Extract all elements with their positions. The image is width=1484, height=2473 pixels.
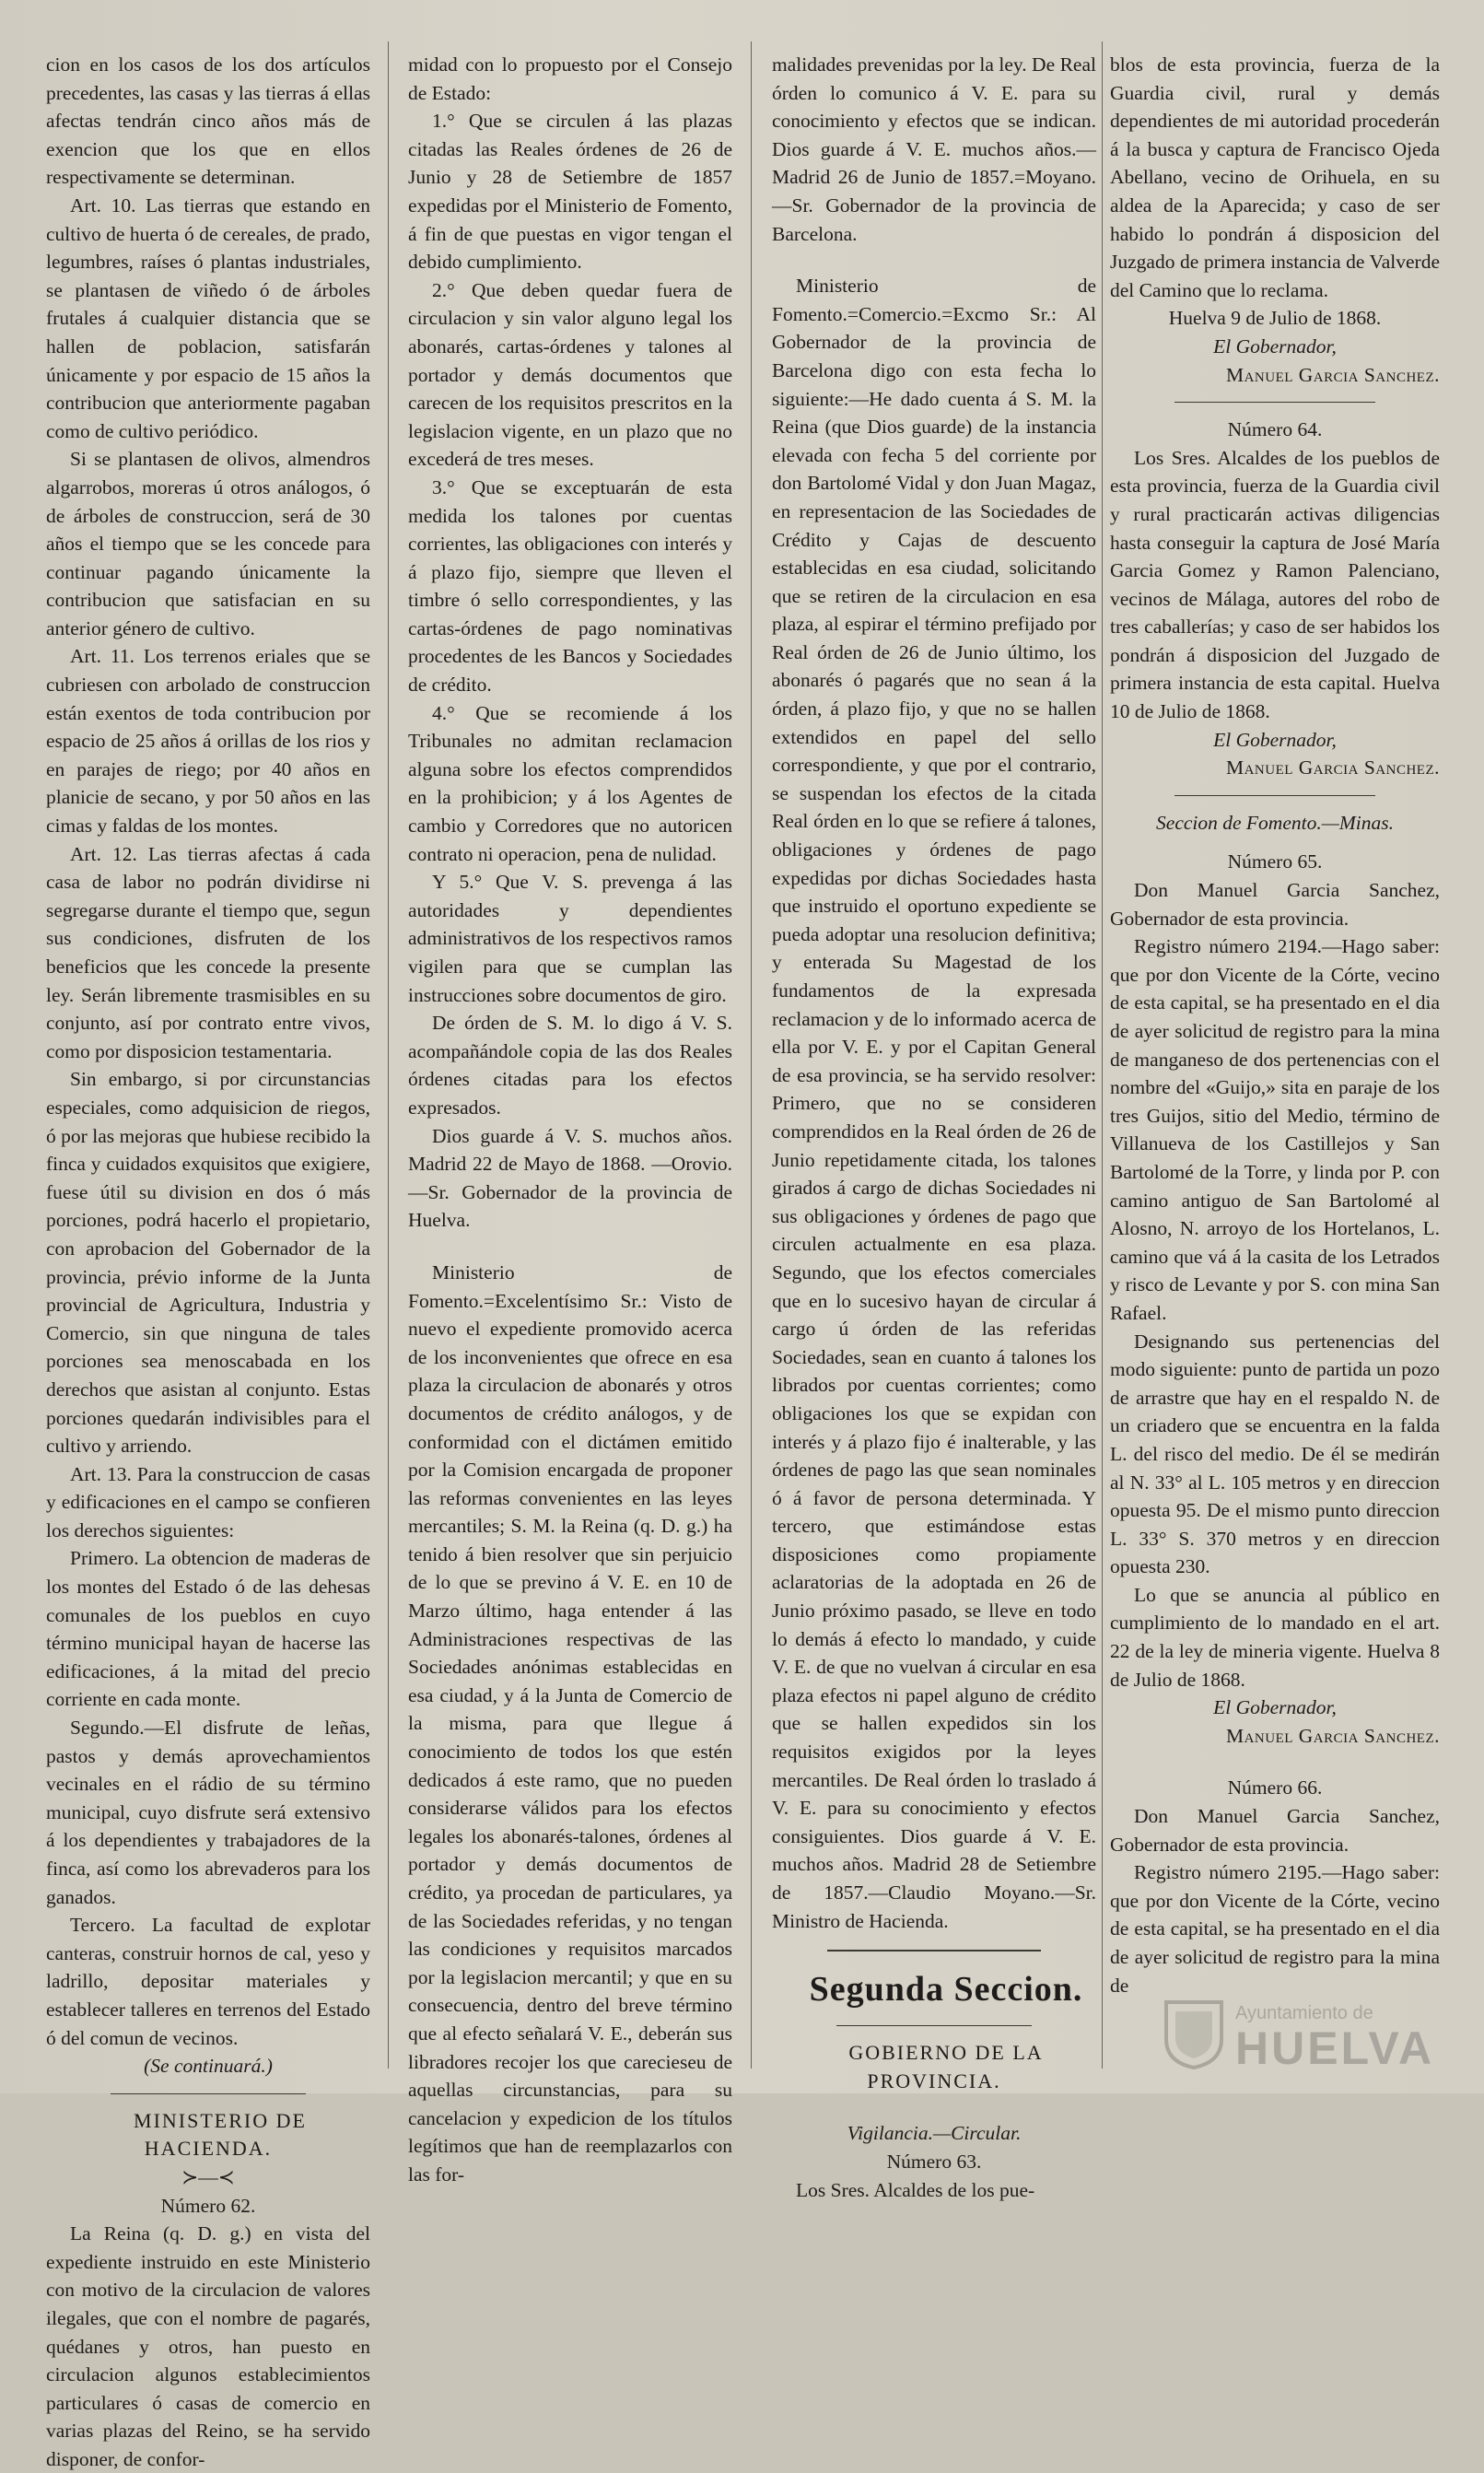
watermark-logo	[1162, 1992, 1435, 2075]
signature-title: El Gobernador,	[1213, 334, 1337, 357]
paragraph: Registro número 2194.—Hago saber: que por don Vicente de la Córte, vecino de esta capital, se ha presentado en el dia de ayer solicitud de registro para la mina de manganeso de dos pertenencias con el nombre del «Guijo,» sita en paraje de los tres Guijos, sitio del Medio, término de Villanueva de los Castillejos y San Bartolomé de la Torre, y linda por P. con camino antiguo de San Bartolomé al Alosno, N. arroyo de los Hortelanos, L. camino que vá á la casita de los Letrados y risco de Levante y por S. con mina San Rafael.	[1110, 935, 1440, 1324]
paragraph: Don Manuel Garcia Sanchez, Gobernador de esta provincia.	[1110, 879, 1440, 930]
paragraph: Ministerio de Fomento.=Comercio.=Excmo Sr.: Al Gobernador de la provincia de Barcelona digo con esta fecha lo siguiente:—He dado cuenta á S. M. la Reina (que Dios guarde) de la instancia elevada con fecha 5 del corriente por don Bartolomé Vidal y don Juan Magaz, en representacion de las Sociedades de Crédito y Cajas de descuento establecidas en esa ciudad, solicitando que se retiren de la circulacion en esa plaza, al espirar el término prefijado por Real órden de 26 de Junio último, los abonarés ó pagarés que no sean á la órden, á plazo fijo, y que no se hallen extendidos en papel del sello correspondiente, y que por el contrario, se suspendan los efectos de la citada Real órden en lo que se refiere á talones, obligaciones y órdenes de pago expedidas por dichas Sociedades hasta que instruido el oportuno expediente se pueda adoptar una resolucion definitiva; y enterada Su Magestad de los fundamentos de la expresada reclamacion y de lo informado acerca de ella por V. E. y por el Capitan General de esa provincia, se ha servido resolver: Primero, que no se consideren comprendidos en la Real órden de 26 de Junio repetidamente citada, los talones girados á cargo de dichas Sociedades ni sus obligaciones y órdenes de pago que circulen actualmente en esa plaza. Segundo, que los efectos comerciales que en lo sucesivo hayan de circular á cargo ú órden de las referidas Sociedades, sean en cuanto á talones los librados por cuentas corrientes; como obligaciones los que se expidan con interés y á plazo fijo é inalterable, y las órdenes de pago las que sean nominales ó á favor de persona determinada. Y tercero, que estimándose estas disposiciones como propiamente aclaratorias de la adoptada en 26 de Junio próximo pasado, se lleve en todo lo demás á efecto lo mandado, y cuide V. E. de que no vuelvan á circular en esa plaza efectos ni papel alguno de crédito que se hallen expedidos sin los requisitos exigidos por la leyes mercantiles. De Real órden lo traslado á V. E. para su conocimiento y efectos consiguientes. Dios guarde á V. E. muchos años. Madrid 28 de Setiembre de 1857.—Claudio Moyano.—Sr. Ministro de Hacienda.	[772, 275, 1096, 1932]
paragraph: Primero. La obtencion de maderas de los montes del Estado ó de las dehesas comunales de los pueblos en cuyo término municipal hayan de hacerse las edificaciones, á la mitad del precio corriente en cada monte.	[46, 1547, 370, 1711]
paragraph: 2.° Que deben quedar fuera de circulacion y sin valor alguno legal los abonarés, cartas-órdenes y talones al portador y demás documentos que carecen de los requisitos prescritos en la legislacion vigente, en un plazo que no excederá de tres meses.	[408, 278, 732, 471]
notice-number: Número 66.	[1227, 1776, 1323, 1799]
paragraph: blos de esta provincia, fuerza de la Guardia civil, rural y demás dependientes de mi autoridad procederán á la busca y captura de Francisco Ojeda Abellano, vecino de Orihuela, en su aldea de la Aparecida; y caso de ser habido lo pondrán á disposicion del Juzgado de primera instancia de Valverde del Camino que lo reclama.	[1110, 53, 1440, 301]
spacer	[772, 248, 1096, 272]
notice-number: Número 65.	[1227, 850, 1323, 873]
continuation-note: (Se continuará.)	[144, 2055, 273, 2078]
divider	[111, 2093, 306, 2094]
column-rule	[751, 41, 752, 2069]
column-2	[408, 51, 732, 2186]
paragraph: La Reina (q. D. g.) en vista del expediente instruido en este Ministerio con motivo de la circulacion de valores ilegales, que con el nombre de pagarés, quédanes y otros, han puesto en circulacion algunos establecimientos particulares ó casas de comercio en varias plazas del Reino, se ha servido disponer, de confor-	[46, 2222, 370, 2470]
paragraph: cion en los casos de los dos artículos precedentes, las casas y las tierras á ellas afectas tendrán cinco años más de exencion que los que en ellos respectivamente se determinan.	[46, 53, 370, 189]
article-12: Art. 12. Las tierras afectas á cada casa de labor no podrán dividirse ni segregarse durante el tiempo que, segun sus condiciones, disfruten de los beneficios que les concede la presente ley. Serán libremente trasmisibles en su conjunto, así por contrato entre vivos, como por disposicion testamentaria.	[46, 842, 370, 1062]
watermark-title: HUELVA	[1235, 2022, 1435, 2074]
spacer	[408, 1235, 732, 1259]
crest-icon	[1162, 1998, 1226, 2069]
column-1	[46, 51, 370, 2470]
divider	[827, 1950, 1041, 1951]
article-11: Art. 11. Los terrenos eriales que se cubriesen con arbolado de construccion están exentos de toda contribucion por espacio de 25 años á orillas de los rios y en parajes de riego; por 40 años en planicie de secano, y por 50 años en las cimas y faldas de los montes.	[46, 645, 370, 838]
paragraph: 3.° Que se exceptuarán de esta medida los talones por cuentas corrientes, las obligaciones con interés y á plazo fijo, siempre que lleven el timbre ó sello correspondientes, y las cartas-órdenes de pago nominativas procedentes de les Bancos y Sociedades de crédito.	[408, 475, 732, 697]
date: Huelva 9 de Julio de 1868.	[1168, 307, 1382, 330]
notice-number: Número 63.	[886, 2150, 982, 2173]
paragraph: 1.° Que se circulen á las plazas citadas las Reales órdenes de 26 de Junio y 28 de Setiembre de 1857 expedidas por el Ministerio de Fomento, á fin de que puestas en vigor tengan el debido cumplimiento.	[408, 110, 732, 274]
watermark-text: Ayuntamiento de	[1235, 2003, 1373, 2023]
notice-number: Número 64.	[1227, 418, 1323, 441]
paragraph: malidades prevenidas por la ley. De Real órden lo comunico á V. E. para su conocimiento y efectos que se indican. Dios guarde á V. E. muchos años.—Madrid 26 de Junio de 1857.=Moyano.—Sr. Gobernador de la provincia de Barcelona.	[772, 53, 1096, 245]
paragraph: Los Sres. Alcaldes de los pueblos de esta provincia, fuerza de la Guardia civil y rural practicarán activas diligencias hasta conseguir la captura de José María Garcia Gomez y Ramon Palenciano, vecinos de Málaga, autores del robo de tres caballerías; y caso de ser habidos los pondrán á disposicion del Juzgado de primera instancia de esta capital. Huelva 10 de Julio de 1868.	[1110, 446, 1440, 723]
paragraph: Designando sus pertenencias del modo siguiente: punto de partida un pozo de arrastre que hay en el respaldo N. de un criadero que se encuentra en la falda L. del risco del medio. De él se medirán al N. 33° al L. 105 metros y en direccion opuesta 95. De el mismo punto direccion L. 33° S. 370 metros y en direccion opuesta 230.	[1110, 1330, 1440, 1578]
signature-name: Manuel Garcia Sanchez.	[1225, 1724, 1440, 1747]
paragraph: Segundo.—El disfrute de leñas, pastos y demás aprovechamientos vecinales en el rádio de su término municipal, cuyo disfrute será extensivo á los dependientes y trabajadores de la finca, así como los abrevaderos para los ganados.	[46, 1717, 370, 1908]
divider	[1174, 795, 1375, 796]
government-heading: GOBIERNO DE LA PROVINCIA.	[848, 2041, 1044, 2092]
paragraph: Si se plantasen de olivos, almendros algarrobos, moreras ú otros análogos, ó de árboles de construccion, será de 30 años el tiempo que se les concede para continuar pagando únicamente la contribucion que satisfacian en su anterior género de cultivo.	[46, 448, 370, 639]
notice-number: Número 62.	[160, 2194, 256, 2217]
column-3	[772, 51, 1096, 2201]
ornament: ≻—≺	[181, 2165, 235, 2188]
signature-title: El Gobernador,	[1213, 1696, 1337, 1719]
column-rule	[1102, 41, 1103, 2069]
spacer	[1110, 1750, 1440, 1774]
signature-title: El Gobernador,	[1213, 728, 1337, 751]
paragraph: Dios guarde á V. S. muchos años. Madrid 22 de Mayo de 1868. —Orovio.—Sr. Gobernador de la provincia de Huelva.	[408, 1124, 732, 1232]
subheading: Vigilancia.—Circular.	[847, 2122, 1022, 2145]
paragraph: Lo que se anuncia al público en cumplimiento de lo mandado en el art. 22 de la ley de mineria vigente. Huelva 8 de Julio de 1868.	[1110, 1583, 1440, 1691]
signature-name: Manuel Garcia Sanchez.	[1225, 756, 1440, 779]
subheading: Seccion de Fomento.—Minas.	[1156, 811, 1394, 834]
column-rule	[388, 41, 389, 2069]
section-heading: Segunda Seccion.	[809, 1970, 1083, 2010]
ministry-heading: MINISTERIO DE HACIENDA.	[134, 2108, 307, 2161]
paragraph: Tercero. La facultad de explotar canteras, construir hornos de cal, yeso y ladrillo, depositar materiales y establecer talleres en terrenos del Estado ó del comun de vecinos.	[46, 1914, 370, 2049]
paragraph: Y 5.° Que V. S. prevenga á las autoridades y dependientes administrativos de los respectivos ramos vigilen para que se cumplan las instrucciones sobre documentos de giro.	[408, 871, 732, 1006]
column-4	[1110, 51, 1440, 2078]
paragraph: Registro número 2195.—Hago saber: que por don Vicente de la Córte, vecino de esta capital, se ha presentado en el dia de ayer solicitud de registro para la mina de	[1110, 1861, 1440, 1997]
paragraph: Sin embargo, si por circunstancias especiales, como adquisicion de riegos, ó por las mejoras que hubiese recibido la finca y cuidados exquisitos que exigiere, fuese útil su division en dos ó más porciones, podrá hacerlo el propietario, con aprobacion del Gobernador de la provincia, prévio informe de la Junta provincial de Agricultura, Industria y Comercio, sin que ninguna de tales porciones sea menoscabada en los derechos que asistan al conjunto. Estas porciones quedarán indivisibles para el cultivo y arriendo.	[46, 1068, 370, 1458]
article-10: Art. 10. Las tierras que estando en cultivo de huerta ó de cereales, de prado, legumbres, raíses ó plantas industriales, se plantasen de viñedo ó de árboles frutales á cualquier distancia que se hallen de poblacion, satisfarán únicamente y por espacio de 15 años la contribucion que anteriormente pagaban como de cultivo periódico.	[46, 193, 370, 442]
paragraph: midad con lo propuesto por el Consejo de Estado:	[408, 53, 732, 104]
spacer	[772, 2095, 1096, 2119]
paragraph: De órden de S. M. lo digo á V. S. acompañándole copia de las dos Reales órdenes citadas para los efectos expresados.	[408, 1012, 732, 1119]
divider	[1174, 402, 1375, 403]
paragraph: Los Sres. Alcaldes de los pue-	[796, 2178, 1035, 2201]
paragraph: 4.° Que se recomiende á los Tribunales no admitan reclamacion alguna sobre los efectos comprendidos en la prohibicion; y á los Agentes de cambio y Corredores que no autoricen contrato ni operacion, pena de nulidad.	[408, 701, 732, 865]
paragraph: Don Manuel Garcia Sanchez, Gobernador de esta provincia.	[1110, 1805, 1440, 1856]
article-13: Art. 13. Para la construccion de casas y edificaciones en el campo se confieren los derechos siguientes:	[46, 1462, 370, 1541]
divider	[836, 2025, 1032, 2026]
signature-name: Manuel Garcia Sanchez.	[1225, 363, 1440, 386]
paragraph: Ministerio de Fomento.=Excelentísimo Sr.: Visto de nuevo el expediente promovido acerca de los inconvenientes que ofrece en esa plaza la circulacion de abonarés y otros documentos de crédito análogos, y de conformidad con el dictámen emitido por la Comision encargada de proponer las reformas convenientes en las leyes mercantiles; S. M. la Reina (q. D. g.) ha tenido á bien resolver que sin perjuicio de lo que se previno á V. E. en 10 de Marzo último, haga entender á las Administraciones respectivas de las Sociedades anónimas establecidas en esa ciudad, y á la Junta de Comercio de la misma, para que llegue á conocimiento de todos los que estén dedicados á este ramo, que no pueden considerarse válidos para los efectos legales los abonarés-talones, órdenes al portador y demás documentos de crédito, ya procedan de particulares, ya de las Sociedades referidas, y no tengan las condiciones y requisitos marcados por la legislacion mercantil; y que en su consecuencia, dentro del breve término que al efecto señalará V. E., deberán sus libradores recojer los que carecieseu de aquellas circunstancias, para su cancelacion y expedicion de los títulos legítimos que han de reemplazarlos con las for-	[408, 1260, 732, 2186]
spacer	[1110, 837, 1440, 848]
